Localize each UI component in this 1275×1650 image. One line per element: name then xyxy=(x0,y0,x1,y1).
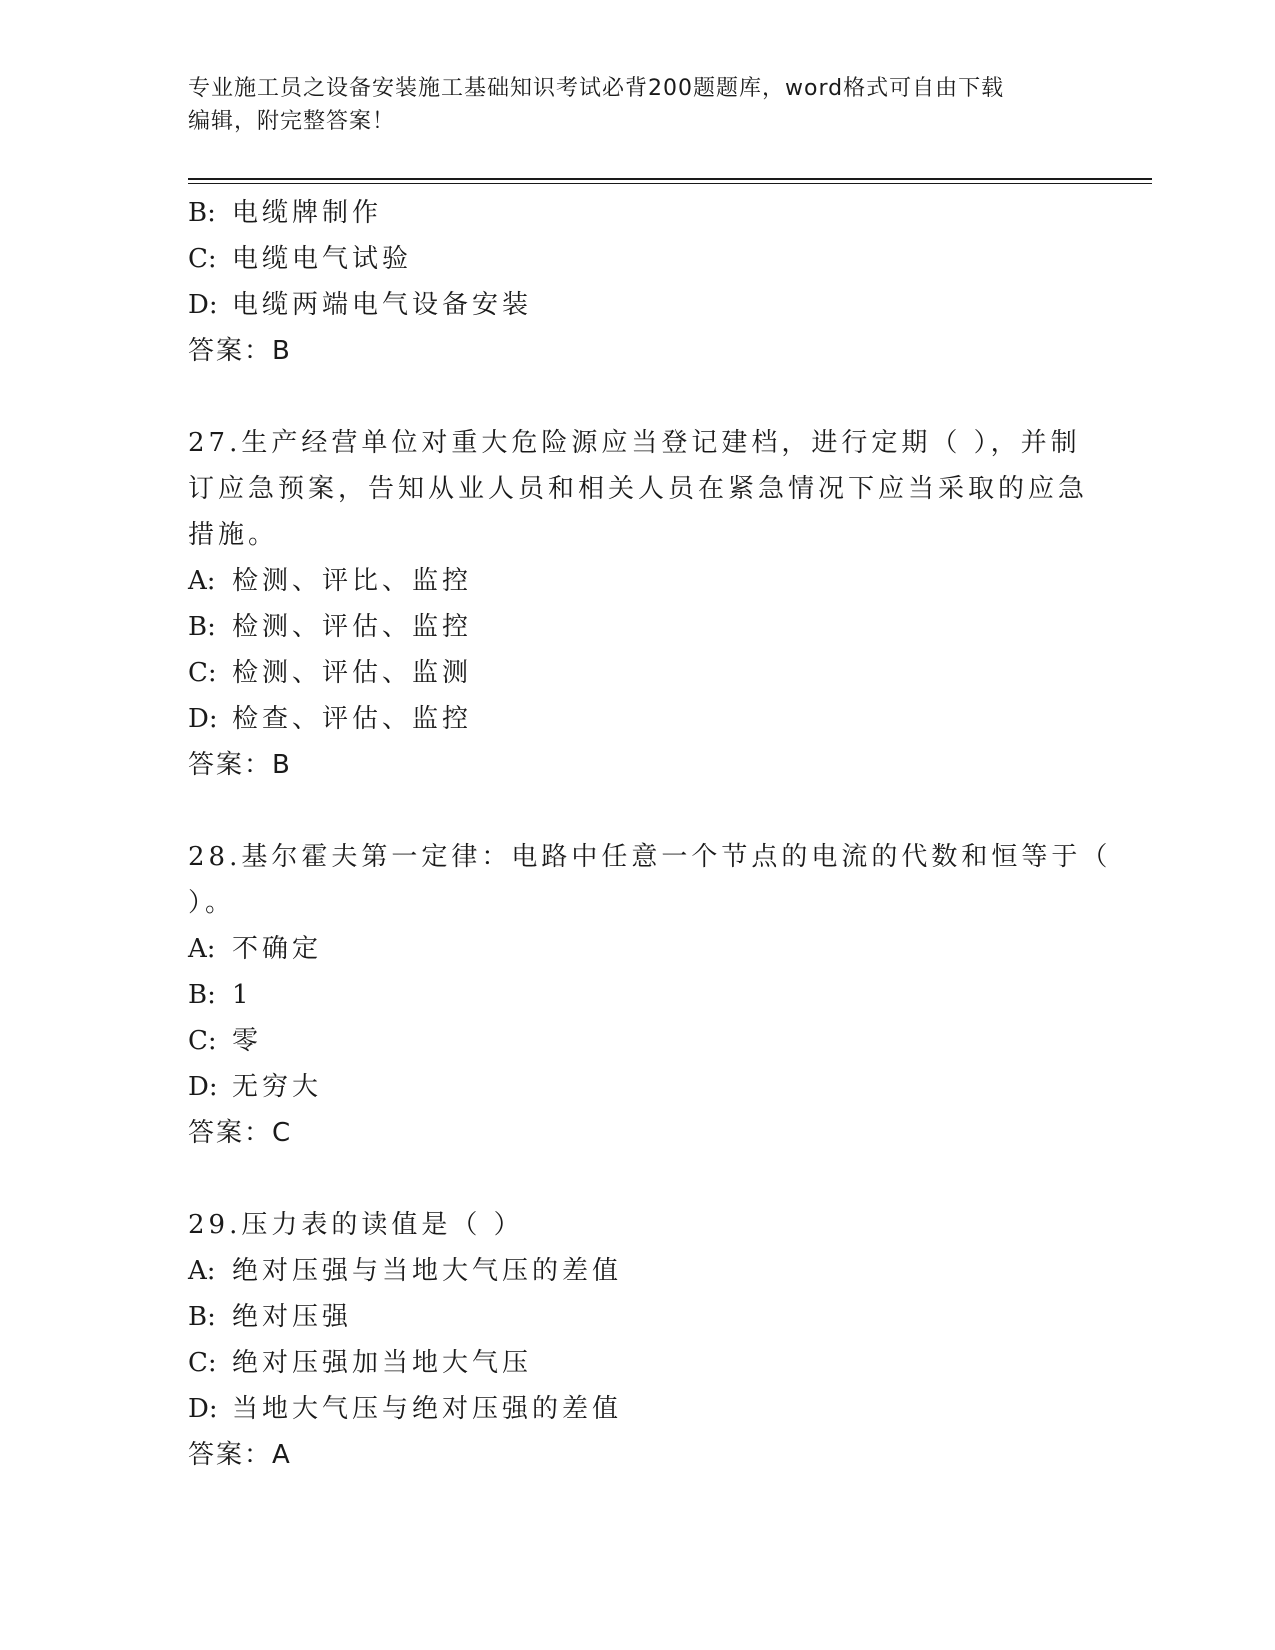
option-a: A: 不确定 xyxy=(188,934,323,964)
question-text-line: 29.压力表的读值是（ ） xyxy=(188,1210,524,1240)
option-b: B: 绝对压强 xyxy=(188,1302,353,1332)
header-line-1: 专业施工员之设备安装施工基础知识考试必背200题题库，word格式可自由下载 xyxy=(188,76,1005,101)
option-c: C: 检测、评估、监测 xyxy=(188,658,473,688)
question-26-tail xyxy=(188,190,1088,374)
question-content xyxy=(188,190,1112,1478)
option-d: D: 当地大气压与绝对压强的差值 xyxy=(188,1394,623,1424)
option-b: B: 检测、评估、监控 xyxy=(188,612,473,642)
option-a: A: 绝对压强与当地大气压的差值 xyxy=(188,1256,623,1286)
option-d: D: 电缆两端电气设备安装 xyxy=(188,290,533,320)
header-line-2: 编辑，附完整答案！ xyxy=(188,109,396,134)
header-divider-thin xyxy=(188,183,1152,184)
option-b: B: 电缆牌制作 xyxy=(188,198,383,228)
question-text-line: 28.基尔霍夫第一定律：电路中任意一个节点的电流的代数和恒等于（ xyxy=(188,842,1112,872)
document-header xyxy=(188,72,1068,138)
question-text-line: ）。 xyxy=(188,888,236,918)
answer-line: 答案：C xyxy=(188,1118,293,1148)
answer-line: 答案：B xyxy=(188,750,292,780)
answer-line: 答案：A xyxy=(188,1440,292,1470)
question-text-line: 27.生产经营单位对重大危险源应当登记建档，进行定期（ ），并制 xyxy=(188,428,1081,458)
header-divider-thick xyxy=(188,178,1152,180)
question-28 xyxy=(188,834,1112,1156)
question-text-line: 订应急预案，告知从业人员和相关人员在紧急情况下应当采取的应急 xyxy=(188,474,1089,504)
option-c: C: 绝对压强加当地大气压 xyxy=(188,1348,533,1378)
option-a: A: 检测、评比、监控 xyxy=(188,566,473,596)
option-d: D: 检查、评估、监控 xyxy=(188,704,473,734)
option-c: C: 零 xyxy=(188,1026,263,1056)
answer-line: 答案：B xyxy=(188,336,292,366)
question-text-line: 措施。 xyxy=(188,520,279,550)
question-29 xyxy=(188,1202,1088,1478)
option-c: C: 电缆电气试验 xyxy=(188,244,413,274)
question-27 xyxy=(188,420,1088,788)
option-d: D: 无穷大 xyxy=(188,1072,323,1102)
option-b: B: 1 xyxy=(188,980,253,1010)
